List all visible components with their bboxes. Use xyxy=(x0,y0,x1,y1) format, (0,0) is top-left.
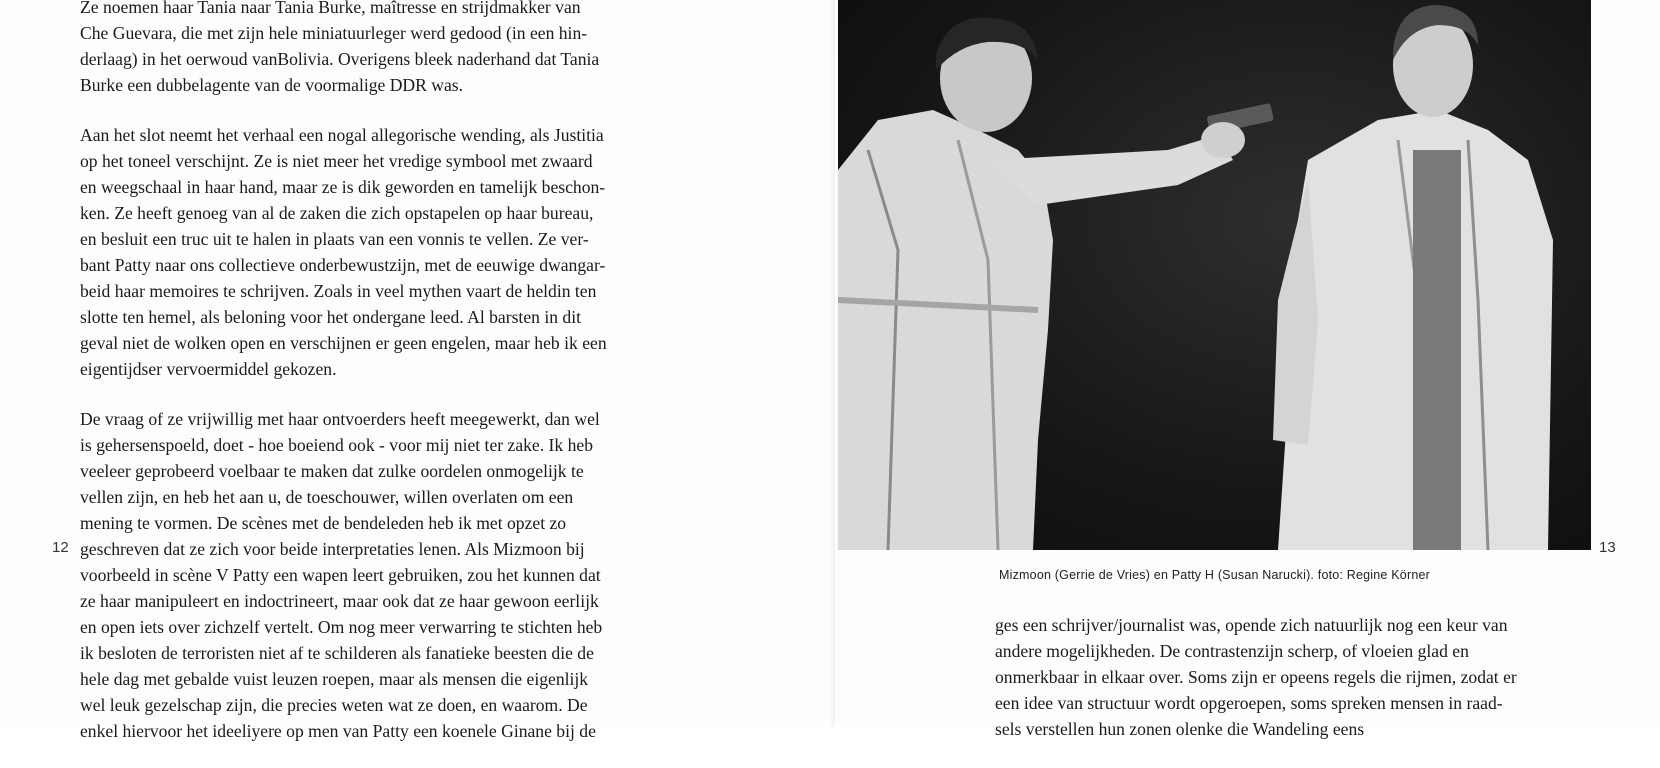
text-line: is gehersenspoeld, doet - hoe boeiend ook - voor mij niet ter zake. Ik heb xyxy=(80,435,593,455)
text-line: vellen zijn, en heb het aan u, de toeschouwer, willen overlaten om een xyxy=(80,487,574,507)
text-line: en open iets over zichzelf vertelt. Om nog meer verwarring te stichten heb xyxy=(80,617,603,637)
stage-photo xyxy=(838,0,1591,550)
text-line: een idee van structuur wordt opgeroepen, soms spreken mensen in raad- xyxy=(995,693,1503,713)
page-number-right: 13 xyxy=(1599,539,1616,556)
text-line: en besluit een truc uit te halen in plaats van een vonnis te vellen. Ze ver- xyxy=(80,229,589,249)
text-line: geval niet de wolken open en verschijnen er geen engelen, maar heb ik een xyxy=(80,333,607,353)
text-line: De vraag of ze vrijwillig met haar ontvoerders heeft meegewerkt, dan wel xyxy=(80,409,600,429)
text-line: wel leuk gezelschap zijn, die precies weten wat ze doen, en waarom. De xyxy=(80,695,588,715)
text-line: ik besloten de terroristen niet af te schilderen als fanatieke beesten die de xyxy=(80,643,594,663)
right-page-text xyxy=(995,612,1555,742)
text-line: en weegschaal in haar hand, maar ze is dik geworden en tamelijk beschon- xyxy=(80,177,606,197)
text-line: ken. Ze heeft genoeg van al de zaken die zich opstapelen op haar bureau, xyxy=(80,203,594,223)
stage-photo-illustration xyxy=(838,0,1591,550)
paragraph-1 xyxy=(80,0,675,98)
text-line: slotte ten hemel, als beloning voor het ondergane leed. Al barsten in dit xyxy=(80,307,581,327)
text-line: sels verstellen hun zonen olenke die Wandeling eens xyxy=(995,719,1365,739)
text-line: bant Patty naar ons collectieve onderbewustzijn, met de eeuwige dwangar- xyxy=(80,255,606,275)
text-line: voorbeeld in scène V Patty een wapen leert gebruiken, zou het kunnen dat xyxy=(80,565,601,585)
text-line: andere mogelijkheden. De contrastenzijn scherp, of vloeien glad en xyxy=(995,641,1469,661)
text-line: ges een schrijver/journalist was, opende zich natuurlijk nog een keur van xyxy=(995,615,1508,635)
photo-caption: Mizmoon (Gerrie de Vries) en Patty H (Susan Narucki). foto: Regine Körner xyxy=(999,568,1430,582)
text-line: veeleer geprobeerd voelbaar te maken dat zulke oordelen onmogelijk te xyxy=(80,461,584,481)
text-line: beid haar memoires te schrijven. Zoals in veel mythen vaart de heldin ten xyxy=(80,281,597,301)
text-line: Aan het slot neemt het verhaal een nogal allegorische wending, als Justitia xyxy=(80,125,604,145)
text-line: derlaag) in het oerwoud vanBolivia. Overigens bleek naderhand dat Tania xyxy=(80,49,600,69)
text-line: Burke een dubbelagente van de voormalige DDR was. xyxy=(80,75,464,95)
text-line: Che Guevara, die met zijn hele miniatuurleger werd gedood (in een hin- xyxy=(80,23,588,43)
text-line: hele dag met gebalde vuist leuzen roepen, maar als mensen die eigenlijk xyxy=(80,669,589,689)
paragraph-2 xyxy=(80,122,675,382)
text-line: geschreven dat ze zich voor beide interpretaties lenen. Als Mizmoon bij xyxy=(80,539,585,559)
text-line: op het toneel verschijnt. Ze is niet meer het vredige symbool met zwaard xyxy=(80,151,593,171)
text-line: ze haar manipuleert en indoctrineert, maar ook dat ze haar gewoon eerlijk xyxy=(80,591,599,611)
text-line: mening te vormen. De scènes met de bendeleden heb ik met opzet zo xyxy=(80,513,567,533)
left-page-text xyxy=(80,0,675,768)
left-page xyxy=(0,0,835,741)
page-number-left: 12 xyxy=(52,539,69,556)
text-line: enkel hiervoor het ideeliyere op men van Patty een koenele Ginane bij de xyxy=(80,721,596,741)
paragraph-3 xyxy=(80,406,675,744)
text-line: Ze noemen haar Tania naar Tania Burke, maîtresse en strijdmakker van xyxy=(80,0,581,17)
text-line: eigentijdser vervoermiddel gekozen. xyxy=(80,359,337,379)
text-line: onmerkbaar in elkaar over. Soms zijn er opeens regels die rijmen, zodat er xyxy=(995,667,1517,687)
